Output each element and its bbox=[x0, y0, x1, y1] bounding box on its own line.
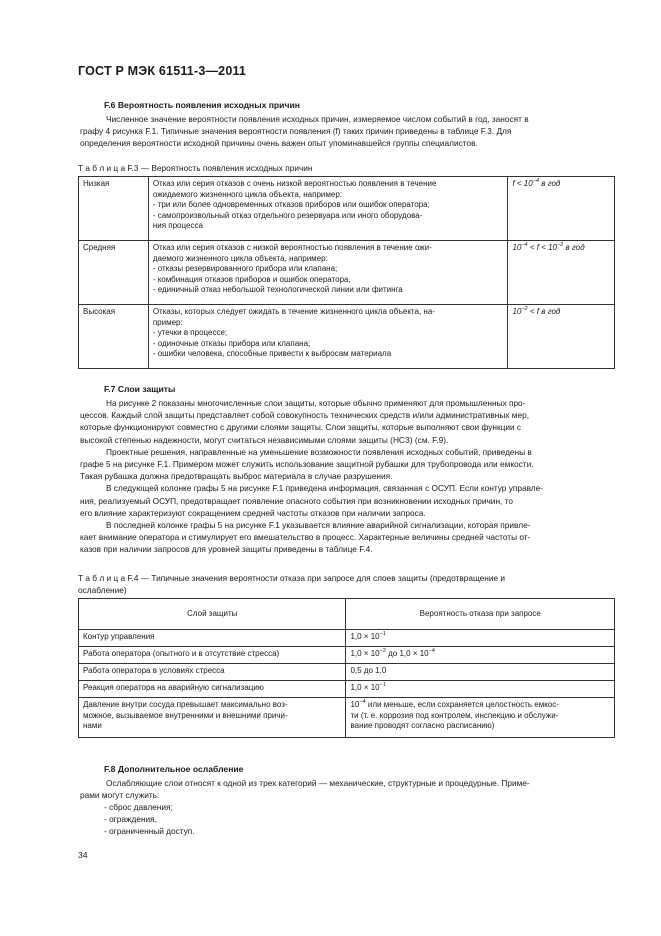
table-row bbox=[79, 241, 615, 305]
column-header: Слой защиты bbox=[79, 599, 346, 630]
text-line: высокой степенью надежности, могут считаться независимыми слоями защиты (НСЗ) (см. F.9). bbox=[80, 434, 449, 445]
text-line: В следующей колонке графы 5 на рисунке F.1 приведена информация, связанная с ОСУП. Если контур управле- bbox=[106, 483, 544, 494]
table-row bbox=[79, 305, 615, 369]
level-cell: Высокая bbox=[79, 305, 149, 369]
section-f7-heading: F.7 Слои защиты bbox=[104, 384, 176, 394]
table-row bbox=[79, 177, 615, 241]
text-line: казов при наличии запросов для уровней защиты приведены в таблице F.4. bbox=[80, 544, 373, 555]
text-line: Проектные решения, направленные на уменьшение возможности появления исходных событий, приведены в bbox=[106, 446, 532, 457]
table-header-row bbox=[79, 599, 615, 630]
section-f8-heading: F.8 Дополнительное ослабление bbox=[104, 764, 244, 774]
column-header: Вероятность отказа при запросе bbox=[346, 599, 615, 630]
text-line: В последней колонке графы 5 на рисунке F.1 указывается влияние аварийной сигнализации, которая привле- bbox=[106, 520, 531, 531]
text-line: графе 5 на рисунке F.1. Примером может служить использование защитной рубашки для трубопровода или емкости. bbox=[80, 459, 534, 470]
layer-cell: Реакция оператора на аварийную сигнализацию bbox=[79, 681, 346, 698]
probability-cell: $1,0 \times 10^{-1}$ bbox=[346, 681, 615, 698]
text-line: Численное значение вероятности появления исходных причин, измеряемое числом событий в год, заносят в bbox=[106, 114, 529, 124]
list-item: - ограниченный доступ. bbox=[104, 826, 195, 837]
table-row bbox=[79, 698, 615, 738]
text-line: цессов. Каждый слой защиты представляет собой совокупность технических средств и/или административных мер, bbox=[80, 410, 529, 421]
text-line: графу 4 рисунка F.1. Типичные значения вероятности появления (f) таких причин приведены в таблице F.3. Для bbox=[80, 126, 512, 137]
list-item: - сброс давления; bbox=[104, 802, 173, 812]
text-line: которые функционируют совместно с другими слоями защиты. Слои защиты, которые выполняют свои функции с bbox=[80, 422, 522, 433]
frequency-cell: $10^{-2} < f$ в год bbox=[508, 305, 615, 369]
layer-cell: Давление внутри сосуда превышает максимально воз- можное, вызываемое внутренними и внешними причи- нами bbox=[79, 698, 346, 738]
level-cell: Низкая bbox=[79, 177, 149, 241]
section-f6-paragraph bbox=[80, 113, 615, 150]
description-cell: Отказ или серия отказов с очень низкой вероятностью появления в течение ожидаемого жизненного цикла объекта, например: - три или более одновременных отказов приборов или ошибок оператора; - самопроизвольный отказ отдельного резервуара или иного оборудова- ния процесса bbox=[148, 177, 508, 241]
probability-cell: $1,0 \times 10^{-2}$ до $1,0 \times 10^{-4}$ bbox=[346, 647, 615, 664]
text-line: ния, реализуемый ОСУП, предотвращает появление опасного события при возникновении исходных причин, то bbox=[80, 495, 513, 506]
table-f4-caption: Т а б л и ц а F.4 — Типичные значения вероятности отказа при запросе для слоев защиты (предотвращение и ослабление) bbox=[78, 573, 506, 595]
section-f7-paragraphs bbox=[80, 397, 615, 556]
document-header: ГОСТ Р МЭК 61511-3—2011 bbox=[78, 64, 247, 78]
text-line: кает внимание оператора и стимулирует его вмешательство в процесс. Характерные величины средней частоты от- bbox=[80, 532, 531, 543]
text-line: его влияние характеризуют сокращением средней частоты отказов при наличии запроса. bbox=[80, 507, 426, 518]
text-line: Ослабляющие слои относят к одной из трех категорий — механические, структурные и процедурные. Приме- bbox=[106, 778, 530, 788]
description-cell: Отказ или серия отказов с низкой вероятностью появления в течение ожи- даемого жизненного цикла объекта, например: - отказы резервированного прибора или клапана; - комбинация отказов приборов и ошибок оператора, - единичный отказ небольшой технологической линии или фитинга bbox=[148, 241, 508, 305]
section-f8-paragraph bbox=[80, 777, 615, 801]
table-f3 bbox=[78, 176, 615, 369]
list-item: - ограждения, bbox=[104, 814, 157, 825]
table-f4 bbox=[78, 598, 615, 738]
description-cell: Отказы, которых следует ожидать в течение жизненного цикла объекта, на- пример: - утечки в процессе; - одиночные отказы прибора или клапана; - ошибки человека, способные привести к выбросам материала bbox=[148, 305, 508, 369]
text-line: На рисунке 2 показаны многочисленные слои защиты, которые обычно применяют для промышленных про- bbox=[106, 398, 526, 408]
mitigation-list bbox=[104, 801, 195, 838]
text-line: определения вероятности исходной причины очень важен опыт упоминавшейся группы специалистов. bbox=[80, 138, 478, 149]
table-row bbox=[79, 647, 615, 664]
layer-cell: Контур управления bbox=[79, 630, 346, 647]
probability-cell: 0,5 до 1,0 bbox=[346, 664, 615, 681]
section-f6-heading: F.6 Вероятность появления исходных причин bbox=[104, 100, 300, 110]
probability-cell: $1,0 \times 10^{-1}$ bbox=[346, 630, 615, 647]
page-number: 34 bbox=[78, 850, 88, 860]
table-row bbox=[79, 630, 615, 647]
probability-cell: $10^{-4}$ или меньше, если сохраняется целостность емкос- ти (т. е. коррозия под контролем, инспекцию и обслужи- вание проводят согласно расписанию) bbox=[346, 698, 615, 738]
layer-cell: Работа оператора (опытного и в отсутствие стресса) bbox=[79, 647, 346, 664]
text-line: рами могут служить: bbox=[80, 790, 160, 801]
text-line: Такая рубашка должна предотвращать выброс материала в случае разрушения. bbox=[80, 471, 393, 482]
frequency-cell: $f < 10^{-4}$ в год bbox=[508, 177, 615, 241]
table-row bbox=[79, 681, 615, 698]
table-f3-caption: Т а б л и ц а F.3 — Вероятность появления исходных причин bbox=[78, 163, 313, 173]
level-cell: Средняя bbox=[79, 241, 149, 305]
layer-cell: Работа оператора в условиях стресса bbox=[79, 664, 346, 681]
frequency-cell: $10^{-4} < f < 10^{-2}$ в год bbox=[508, 241, 615, 305]
table-row bbox=[79, 664, 615, 681]
